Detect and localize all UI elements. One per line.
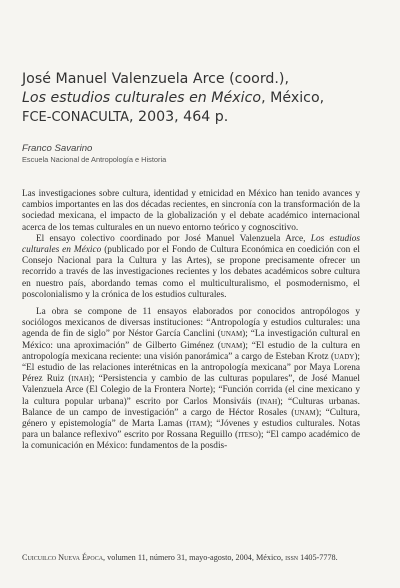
publisher: FCE-CONACULTA: [22, 110, 130, 125]
reviewer-name: Franco Savarino: [22, 143, 93, 154]
heading-line-1: José Manuel Valenzuela Arce (coord.),: [22, 71, 289, 87]
heading-line-3: [22, 108, 382, 127]
journal-name: Cuicuilco Nueva Época: [22, 553, 104, 562]
paragraph-3: La obra se compone de 11 ensayos elaborados por conocidos antropólogos y sociólogos mexicanos de diversas instituciones: “Antropología y estudios culturales: una agenda de fin de siglo” por Néstor García Canclini (unam); “La investigación cultural en México: una aproximación” de Gilberto Giménez (unam); “El estudio de la cultura en antropología mexicana reciente: una visión panorámica” a cargo de Esteban Krotz (uady); “El estudio de las relaciones interétnicas en la antropología mexicana” por Maya Lorena Pérez Ruiz (inah); “Persistencia y cambio de las culturas populares”, de José Manuel Valenzuela Arce (El Colegio de la Frontera Norte); “Función corrida (el cine mexicano y la cultura popular urbana)” escrito por Carlos Monsiváis (inah); “Culturas urbanas. Balance de un campo de investigación” a cargo de Héctor Rosales (unam); “Cultura, género y epistemología” de Marta Lamas (itam); “Jóvenes y estudios culturales. Notas para un balance reflexivo” escrito por Rossana Reguillo (iteso); “El campo académico de la comunicación en México: fundamentos de la posdis-: [22, 307, 361, 452]
reviewer-affiliation: Escuela Nacional de Antropología e Historia: [22, 155, 167, 164]
review-body: [22, 189, 360, 453]
book-title-inline: Los estudios culturales en México: [22, 233, 360, 256]
paragraph-1: Las investigaciones sobre cultura, identidad y etnicidad en México han tenido avances y cambios importantes en las dos décadas recientes, en sincronía con la transformación de la sociedad mexicana, el impacto de la globalización y el debate académico internacional acerca de los temas culturales en un nuevo entorno teórico y cognoscitivo.: [22, 189, 360, 233]
review-heading: [22, 70, 382, 127]
book-place: , México,: [261, 90, 325, 106]
year-pages: , 2003, 464 p.: [129, 109, 229, 125]
journal-footer: Cuicuilco Nueva Época, volumen 11, número 31, mayo-agosto, 2004, México, issn 1405-7778.: [22, 553, 338, 562]
issn-label: issn: [285, 553, 299, 562]
heading-line-2: [22, 89, 382, 108]
paragraph-2: El ensayo colectivo coordinado por José Manuel Valenzuela Arce, Los estudios culturales en México (publicado por el Fondo de Cultura Económica en coedición con el Consejo Nacional para la Cultura y las Artes), se propone precisamente ofrecer un recorrido a través de las investigaciones recientes y los debates académicos sobre cultura en nuestro país, abordando temas como el multiculturalismo, el posmodernismo, el poscolonialismo y la crónica de los estudios culturales.: [22, 233, 360, 300]
book-title: Los estudios culturales en México: [22, 90, 262, 106]
